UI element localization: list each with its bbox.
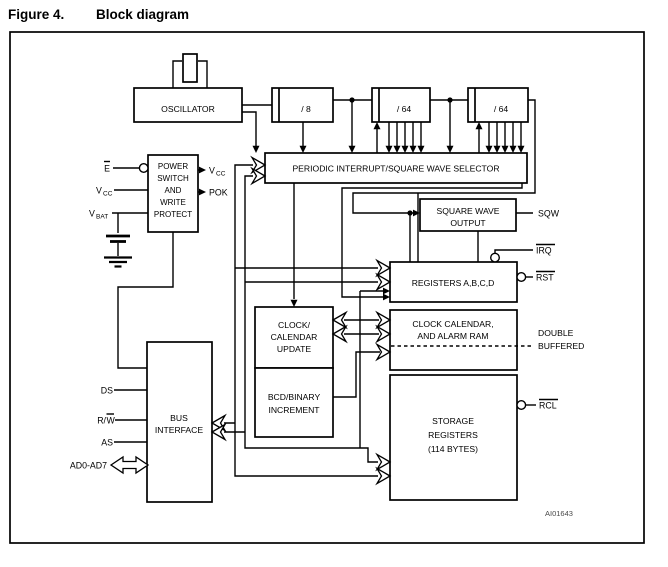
update-line: UPDATE [276,344,312,354]
power-switch-line: WRITE [160,198,186,207]
figure-title: Block diagram [96,7,190,22]
vcc-in-label: V [96,185,102,196]
vcc-in-sub: CC [103,190,113,198]
storage-line: STORAGE [432,416,474,426]
e-pin-label: E [104,163,110,174]
double-buffered-line1: DOUBLE [538,328,574,338]
bcd-binary-increment-block [255,368,333,437]
rw-label-pre: R/ [97,415,106,426]
registers-abcd-label: REGISTERS A,B,C,D [411,278,495,288]
rcl-bubble [517,401,526,410]
bus-interface-line: INTERFACE [154,425,204,435]
clock-ram-line: CLOCK CALENDAR, [412,319,494,329]
power-switch-line: SWITCH [157,174,189,183]
update-line: CLOCK/ [278,320,310,330]
update-line: CALENDAR [270,332,318,342]
square-wave-line: SQUARE WAVE [436,206,500,216]
vcc-out-sub: CC [216,170,226,178]
junction-dot [407,210,412,215]
bcd-line: INCREMENT [268,405,320,415]
rw-label-w: W [106,415,115,426]
figure-id: AI01643 [545,509,573,518]
div8-label: / 8 [301,104,311,114]
ad-bus-label: AD0-AD7 [69,460,107,471]
irq-label: IRQ [536,245,552,256]
rst-label: RST [536,272,554,283]
rcl-label: RCL [539,400,557,411]
bus-interface-line: BUS [170,413,188,423]
selector-label: PERIODIC INTERRUPT/SQUARE WAVE SELECTOR [292,163,500,174]
storage-line: REGISTERS [428,430,478,440]
power-switch-line: PROTECT [153,210,193,219]
figure-number: Figure 4. [8,7,65,22]
oscillator-label: OSCILLATOR [161,104,215,114]
power-switch-line: POWER [157,162,189,171]
vbat-label: V [89,208,95,219]
clock-ram-line: AND ALARM RAM [417,331,489,341]
double-buffered-line2: BUFFERED [538,341,585,351]
div64b-label: / 64 [493,104,509,114]
junction-dot [447,97,452,102]
storage-line: (114 BYTES) [428,444,478,454]
irq-bubble [491,253,500,262]
bcd-line: BCD/BINARY [267,392,321,402]
square-wave-line: OUTPUT [450,218,486,228]
as-label: AS [101,437,113,448]
vbat-sub: BAT [96,213,109,221]
vcc-out-label: V [209,165,215,176]
e-bubble [139,164,148,173]
pok-label: POK [209,187,228,198]
power-switch-line: AND [164,186,182,195]
rst-bubble [517,273,526,282]
div64a-label: / 64 [396,104,412,114]
sqw-label: SQW [538,208,560,219]
ds-label: DS [100,385,113,396]
junction-dot [349,97,354,102]
